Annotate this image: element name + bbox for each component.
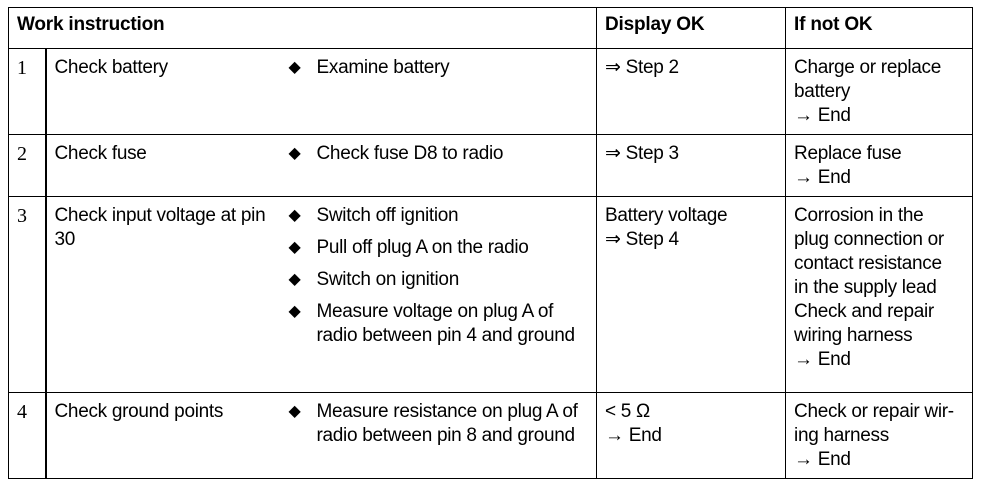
if-not-ok-line: in the supply lead bbox=[794, 277, 937, 298]
display-ok-line: < 5 Ω bbox=[605, 401, 650, 422]
display-ok-cell bbox=[597, 393, 786, 479]
instruction-cell: Check input voltage at pin 30 bbox=[46, 197, 281, 393]
steps-cell bbox=[281, 135, 597, 197]
list-item bbox=[281, 142, 589, 166]
display-ok-cell bbox=[597, 49, 786, 135]
instruction-cell: Check ground points bbox=[46, 393, 281, 479]
step-text: Measure voltage on plug A of radio between pin 4 and ground bbox=[316, 301, 575, 346]
table-row bbox=[9, 49, 973, 135]
header-display-ok: Display OK bbox=[597, 8, 786, 49]
if-not-ok-line: contact resistance bbox=[794, 253, 942, 274]
steps-cell bbox=[281, 49, 597, 135]
step-text: Switch off ignition bbox=[316, 205, 459, 226]
if-not-ok-line: → End bbox=[794, 349, 851, 370]
if-not-ok-line: Check or repair wir- bbox=[794, 401, 954, 422]
if-not-ok-line: Corrosion in the bbox=[794, 205, 924, 226]
list-item bbox=[281, 400, 589, 448]
if-not-ok-line: Replace fuse bbox=[794, 143, 902, 164]
list-item bbox=[281, 56, 589, 80]
step-number: 2 bbox=[9, 135, 46, 197]
list-item bbox=[281, 204, 589, 228]
if-not-ok-line: plug connection or bbox=[794, 229, 944, 250]
step-text: Measure resistance on plug A of radio between pin 8 and ground bbox=[316, 401, 578, 446]
if-not-ok-line: Charge or replace bbox=[794, 57, 942, 78]
table-row bbox=[9, 197, 973, 393]
steps-cell bbox=[281, 197, 597, 393]
diamond-bullet-icon: ◆ bbox=[288, 145, 301, 162]
instruction-cell: Check fuse bbox=[46, 135, 281, 197]
header-row bbox=[9, 8, 973, 49]
if-not-ok-line: → End bbox=[794, 105, 851, 126]
list-item bbox=[281, 300, 589, 348]
step-text: Pull off plug A on the radio bbox=[316, 237, 529, 258]
if-not-ok-line: ing harness bbox=[794, 425, 889, 446]
list-item bbox=[281, 268, 589, 292]
if-not-ok-line: → End bbox=[794, 167, 851, 188]
display-ok-cell bbox=[597, 135, 786, 197]
work-instruction-table bbox=[8, 7, 973, 479]
if-not-ok-line: → End bbox=[794, 449, 851, 470]
diamond-bullet-icon: ◆ bbox=[288, 271, 301, 288]
display-ok-cell bbox=[597, 197, 786, 393]
display-ok-line: → End bbox=[605, 425, 662, 446]
if-not-ok-cell bbox=[786, 49, 973, 135]
table-row bbox=[9, 393, 973, 479]
step-number: 3 bbox=[9, 197, 46, 393]
step-text: Examine battery bbox=[316, 57, 450, 78]
steps-cell bbox=[281, 393, 597, 479]
step-text: Switch on ignition bbox=[316, 269, 459, 290]
if-not-ok-line: Check and repair bbox=[794, 301, 934, 322]
diamond-bullet-icon: ◆ bbox=[288, 239, 301, 256]
diamond-bullet-icon: ◆ bbox=[288, 303, 301, 320]
table-row bbox=[9, 135, 973, 197]
instruction-cell: Check battery bbox=[46, 49, 281, 135]
display-ok-line: ⇒ Step 2 bbox=[605, 57, 679, 78]
display-ok-line: ⇒ Step 3 bbox=[605, 143, 679, 164]
header-work-instruction: Work instruction bbox=[9, 8, 597, 49]
display-ok-line: ⇒ Step 4 bbox=[605, 229, 679, 250]
step-number: 4 bbox=[9, 393, 46, 479]
if-not-ok-cell bbox=[786, 135, 973, 197]
step-text: Check fuse D8 to radio bbox=[316, 143, 504, 164]
list-item bbox=[281, 236, 589, 260]
if-not-ok-cell bbox=[786, 393, 973, 479]
if-not-ok-line: wiring harness bbox=[794, 325, 913, 346]
if-not-ok-line: battery bbox=[794, 81, 851, 102]
diamond-bullet-icon: ◆ bbox=[288, 403, 301, 420]
if-not-ok-cell bbox=[786, 197, 973, 393]
step-number: 1 bbox=[9, 49, 46, 135]
diamond-bullet-icon: ◆ bbox=[288, 207, 301, 224]
header-if-not-ok: If not OK bbox=[786, 8, 973, 49]
display-ok-line: Battery voltage bbox=[605, 205, 728, 226]
diamond-bullet-icon: ◆ bbox=[288, 59, 301, 76]
